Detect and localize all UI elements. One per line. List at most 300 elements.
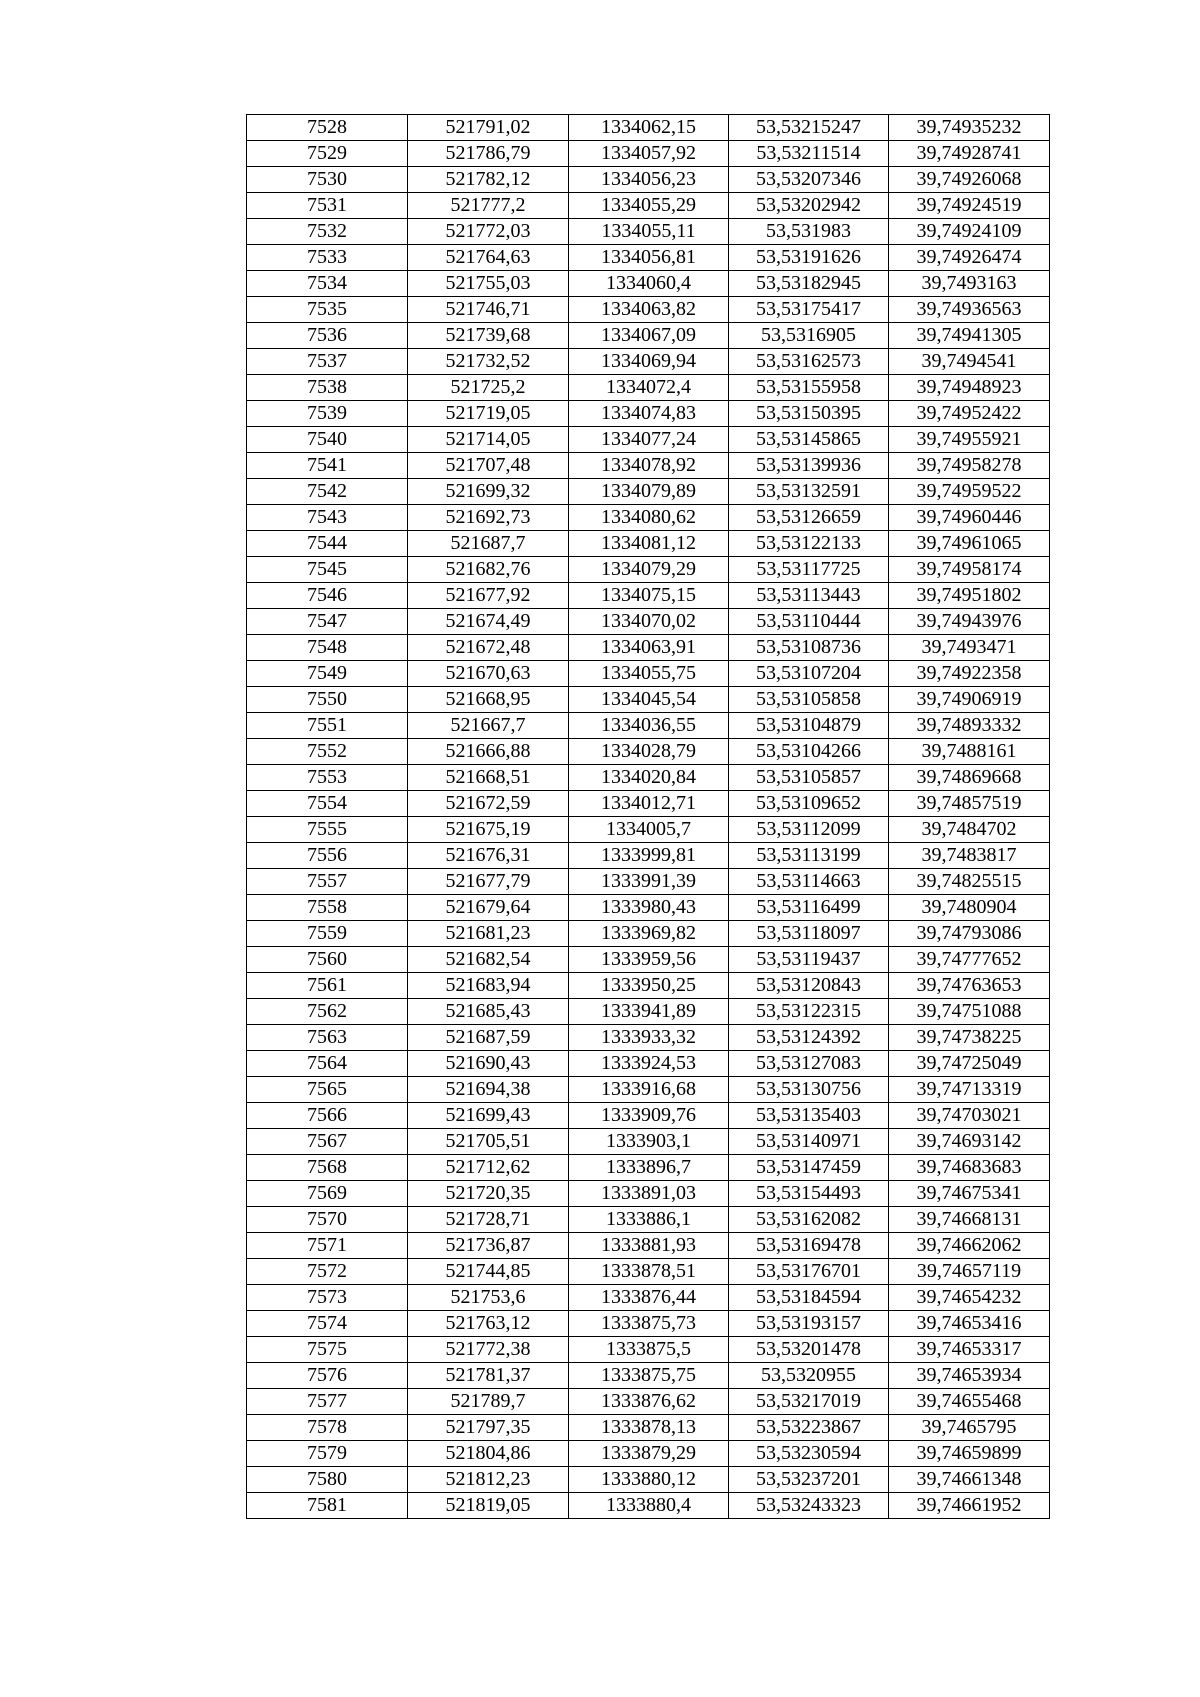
latitude-cell: 53,53127083 — [729, 1051, 889, 1077]
point-number-cell: 7549 — [247, 661, 408, 687]
table-row — [247, 1077, 1050, 1103]
y-coordinate-cell: 1334080,62 — [569, 505, 729, 531]
table-row — [247, 713, 1050, 739]
latitude-cell: 53,53237201 — [729, 1467, 889, 1493]
y-coordinate-cell: 1333876,62 — [569, 1389, 729, 1415]
latitude-cell: 53,53116499 — [729, 895, 889, 921]
point-number-cell: 7574 — [247, 1311, 408, 1337]
x-coordinate-cell: 521797,35 — [408, 1415, 569, 1441]
point-number-cell: 7556 — [247, 843, 408, 869]
x-coordinate-cell: 521668,51 — [408, 765, 569, 791]
point-number-cell: 7553 — [247, 765, 408, 791]
table-row — [247, 479, 1050, 505]
y-coordinate-cell: 1333881,93 — [569, 1233, 729, 1259]
y-coordinate-cell: 1334012,71 — [569, 791, 729, 817]
point-number-cell: 7577 — [247, 1389, 408, 1415]
table-row — [247, 1181, 1050, 1207]
point-number-cell: 7544 — [247, 531, 408, 557]
latitude-cell: 53,53211514 — [729, 141, 889, 167]
y-coordinate-cell: 1334081,12 — [569, 531, 729, 557]
latitude-cell: 53,53162082 — [729, 1207, 889, 1233]
y-coordinate-cell: 1333896,7 — [569, 1155, 729, 1181]
x-coordinate-cell: 521670,63 — [408, 661, 569, 687]
table-row — [247, 1025, 1050, 1051]
longitude-cell: 39,74657119 — [889, 1259, 1050, 1285]
point-number-cell: 7546 — [247, 583, 408, 609]
point-number-cell: 7581 — [247, 1493, 408, 1519]
y-coordinate-cell: 1334028,79 — [569, 739, 729, 765]
table-row — [247, 141, 1050, 167]
y-coordinate-cell: 1334045,54 — [569, 687, 729, 713]
point-number-cell: 7579 — [247, 1441, 408, 1467]
x-coordinate-cell: 521763,12 — [408, 1311, 569, 1337]
longitude-cell: 39,74955921 — [889, 427, 1050, 453]
latitude-cell: 53,53184594 — [729, 1285, 889, 1311]
latitude-cell: 53,53243323 — [729, 1493, 889, 1519]
y-coordinate-cell: 1333916,68 — [569, 1077, 729, 1103]
longitude-cell: 39,74653416 — [889, 1311, 1050, 1337]
table-row — [247, 1493, 1050, 1519]
point-number-cell: 7536 — [247, 323, 408, 349]
x-coordinate-cell: 521739,68 — [408, 323, 569, 349]
y-coordinate-cell: 1334070,02 — [569, 609, 729, 635]
x-coordinate-cell: 521672,59 — [408, 791, 569, 817]
latitude-cell: 53,53124392 — [729, 1025, 889, 1051]
point-number-cell: 7530 — [247, 167, 408, 193]
y-coordinate-cell: 1333878,51 — [569, 1259, 729, 1285]
coordinates-table-body — [247, 115, 1050, 1519]
longitude-cell: 39,74926474 — [889, 245, 1050, 271]
point-number-cell: 7569 — [247, 1181, 408, 1207]
table-row — [247, 999, 1050, 1025]
latitude-cell: 53,53147459 — [729, 1155, 889, 1181]
latitude-cell: 53,53223867 — [729, 1415, 889, 1441]
longitude-cell: 39,74693142 — [889, 1129, 1050, 1155]
x-coordinate-cell: 521753,6 — [408, 1285, 569, 1311]
table-row — [247, 765, 1050, 791]
y-coordinate-cell: 1334063,91 — [569, 635, 729, 661]
x-coordinate-cell: 521736,87 — [408, 1233, 569, 1259]
longitude-cell: 39,74941305 — [889, 323, 1050, 349]
point-number-cell: 7552 — [247, 739, 408, 765]
longitude-cell: 39,74906919 — [889, 687, 1050, 713]
latitude-cell: 53,53104879 — [729, 713, 889, 739]
x-coordinate-cell: 521672,48 — [408, 635, 569, 661]
longitude-cell: 39,74926068 — [889, 167, 1050, 193]
point-number-cell: 7540 — [247, 427, 408, 453]
longitude-cell: 39,74659899 — [889, 1441, 1050, 1467]
table-row — [247, 375, 1050, 401]
x-coordinate-cell: 521699,43 — [408, 1103, 569, 1129]
x-coordinate-cell: 521675,19 — [408, 817, 569, 843]
x-coordinate-cell: 521791,02 — [408, 115, 569, 141]
point-number-cell: 7543 — [247, 505, 408, 531]
point-number-cell: 7531 — [247, 193, 408, 219]
latitude-cell: 53,53132591 — [729, 479, 889, 505]
y-coordinate-cell: 1333991,39 — [569, 869, 729, 895]
longitude-cell: 39,74893332 — [889, 713, 1050, 739]
latitude-cell: 53,53113443 — [729, 583, 889, 609]
longitude-cell: 39,74825515 — [889, 869, 1050, 895]
y-coordinate-cell: 1334060,4 — [569, 271, 729, 297]
table-row — [247, 297, 1050, 323]
table-row — [247, 219, 1050, 245]
table-row — [247, 843, 1050, 869]
latitude-cell: 53,53108736 — [729, 635, 889, 661]
latitude-cell: 53,53117725 — [729, 557, 889, 583]
longitude-cell: 39,74958174 — [889, 557, 1050, 583]
point-number-cell: 7548 — [247, 635, 408, 661]
latitude-cell: 53,53201478 — [729, 1337, 889, 1363]
point-number-cell: 7563 — [247, 1025, 408, 1051]
x-coordinate-cell: 521804,86 — [408, 1441, 569, 1467]
x-coordinate-cell: 521685,43 — [408, 999, 569, 1025]
latitude-cell: 53,53105857 — [729, 765, 889, 791]
x-coordinate-cell: 521812,23 — [408, 1467, 569, 1493]
point-number-cell: 7532 — [247, 219, 408, 245]
longitude-cell: 39,74793086 — [889, 921, 1050, 947]
latitude-cell: 53,53162573 — [729, 349, 889, 375]
latitude-cell: 53,5316905 — [729, 323, 889, 349]
x-coordinate-cell: 521772,38 — [408, 1337, 569, 1363]
longitude-cell: 39,74924519 — [889, 193, 1050, 219]
point-number-cell: 7537 — [247, 349, 408, 375]
longitude-cell: 39,7488161 — [889, 739, 1050, 765]
longitude-cell: 39,74869668 — [889, 765, 1050, 791]
y-coordinate-cell: 1334079,89 — [569, 479, 729, 505]
y-coordinate-cell: 1333950,25 — [569, 973, 729, 999]
point-number-cell: 7539 — [247, 401, 408, 427]
y-coordinate-cell: 1334057,92 — [569, 141, 729, 167]
table-row — [247, 973, 1050, 999]
longitude-cell: 39,74655468 — [889, 1389, 1050, 1415]
x-coordinate-cell: 521690,43 — [408, 1051, 569, 1077]
point-number-cell: 7559 — [247, 921, 408, 947]
table-row — [247, 1155, 1050, 1181]
longitude-cell: 39,74713319 — [889, 1077, 1050, 1103]
latitude-cell: 53,53230594 — [729, 1441, 889, 1467]
latitude-cell: 53,531983 — [729, 219, 889, 245]
y-coordinate-cell: 1333909,76 — [569, 1103, 729, 1129]
x-coordinate-cell: 521782,12 — [408, 167, 569, 193]
latitude-cell: 53,53130756 — [729, 1077, 889, 1103]
longitude-cell: 39,74675341 — [889, 1181, 1050, 1207]
y-coordinate-cell: 1333924,53 — [569, 1051, 729, 1077]
x-coordinate-cell: 521699,32 — [408, 479, 569, 505]
y-coordinate-cell: 1334005,7 — [569, 817, 729, 843]
longitude-cell: 39,74936563 — [889, 297, 1050, 323]
point-number-cell: 7534 — [247, 271, 408, 297]
table-row — [247, 687, 1050, 713]
table-row — [247, 193, 1050, 219]
latitude-cell: 53,53113199 — [729, 843, 889, 869]
table-row — [247, 505, 1050, 531]
x-coordinate-cell: 521789,7 — [408, 1389, 569, 1415]
y-coordinate-cell: 1334055,11 — [569, 219, 729, 245]
latitude-cell: 53,53182945 — [729, 271, 889, 297]
table-row — [247, 1103, 1050, 1129]
point-number-cell: 7535 — [247, 297, 408, 323]
latitude-cell: 53,5320955 — [729, 1363, 889, 1389]
x-coordinate-cell: 521679,64 — [408, 895, 569, 921]
latitude-cell: 53,53126659 — [729, 505, 889, 531]
point-number-cell: 7562 — [247, 999, 408, 1025]
latitude-cell: 53,53107204 — [729, 661, 889, 687]
x-coordinate-cell: 521786,79 — [408, 141, 569, 167]
longitude-cell: 39,74653934 — [889, 1363, 1050, 1389]
y-coordinate-cell: 1334063,82 — [569, 297, 729, 323]
latitude-cell: 53,53110444 — [729, 609, 889, 635]
x-coordinate-cell: 521819,05 — [408, 1493, 569, 1519]
y-coordinate-cell: 1333999,81 — [569, 843, 729, 869]
x-coordinate-cell: 521728,71 — [408, 1207, 569, 1233]
x-coordinate-cell: 521719,05 — [408, 401, 569, 427]
latitude-cell: 53,53176701 — [729, 1259, 889, 1285]
table-row — [247, 895, 1050, 921]
table-row — [247, 921, 1050, 947]
latitude-cell: 53,53122315 — [729, 999, 889, 1025]
table-row — [247, 1207, 1050, 1233]
latitude-cell: 53,53145865 — [729, 427, 889, 453]
point-number-cell: 7551 — [247, 713, 408, 739]
longitude-cell: 39,74668131 — [889, 1207, 1050, 1233]
longitude-cell: 39,74654232 — [889, 1285, 1050, 1311]
point-number-cell: 7550 — [247, 687, 408, 713]
point-number-cell: 7542 — [247, 479, 408, 505]
x-coordinate-cell: 521720,35 — [408, 1181, 569, 1207]
longitude-cell: 39,74777652 — [889, 947, 1050, 973]
longitude-cell: 39,74961065 — [889, 531, 1050, 557]
latitude-cell: 53,53169478 — [729, 1233, 889, 1259]
table-row — [247, 1259, 1050, 1285]
table-row — [247, 1233, 1050, 1259]
point-number-cell: 7528 — [247, 115, 408, 141]
table-row — [247, 1415, 1050, 1441]
y-coordinate-cell: 1333969,82 — [569, 921, 729, 947]
longitude-cell: 39,74943976 — [889, 609, 1050, 635]
table-row — [247, 271, 1050, 297]
point-number-cell: 7572 — [247, 1259, 408, 1285]
point-number-cell: 7545 — [247, 557, 408, 583]
longitude-cell: 39,74738225 — [889, 1025, 1050, 1051]
latitude-cell: 53,53193157 — [729, 1311, 889, 1337]
table-row — [247, 323, 1050, 349]
table-row — [247, 1311, 1050, 1337]
x-coordinate-cell: 521746,71 — [408, 297, 569, 323]
table-row — [247, 869, 1050, 895]
x-coordinate-cell: 521725,2 — [408, 375, 569, 401]
longitude-cell: 39,74952422 — [889, 401, 1050, 427]
y-coordinate-cell: 1333878,13 — [569, 1415, 729, 1441]
y-coordinate-cell: 1334062,15 — [569, 115, 729, 141]
x-coordinate-cell: 521692,73 — [408, 505, 569, 531]
table-row — [247, 453, 1050, 479]
latitude-cell: 53,53202942 — [729, 193, 889, 219]
y-coordinate-cell: 1334078,92 — [569, 453, 729, 479]
table-row — [247, 557, 1050, 583]
longitude-cell: 39,74662062 — [889, 1233, 1050, 1259]
longitude-cell: 39,74661952 — [889, 1493, 1050, 1519]
point-number-cell: 7558 — [247, 895, 408, 921]
latitude-cell: 53,53109652 — [729, 791, 889, 817]
point-number-cell: 7561 — [247, 973, 408, 999]
longitude-cell: 39,74751088 — [889, 999, 1050, 1025]
y-coordinate-cell: 1334036,55 — [569, 713, 729, 739]
longitude-cell: 39,7480904 — [889, 895, 1050, 921]
table-row — [247, 739, 1050, 765]
longitude-cell: 39,74725049 — [889, 1051, 1050, 1077]
latitude-cell: 53,53191626 — [729, 245, 889, 271]
table-row — [247, 531, 1050, 557]
latitude-cell: 53,53119437 — [729, 947, 889, 973]
table-row — [247, 349, 1050, 375]
point-number-cell: 7554 — [247, 791, 408, 817]
table-row — [247, 791, 1050, 817]
longitude-cell: 39,74958278 — [889, 453, 1050, 479]
point-number-cell: 7566 — [247, 1103, 408, 1129]
table-row — [247, 947, 1050, 973]
point-number-cell: 7568 — [247, 1155, 408, 1181]
y-coordinate-cell: 1334056,81 — [569, 245, 729, 271]
x-coordinate-cell: 521777,2 — [408, 193, 569, 219]
latitude-cell: 53,53155958 — [729, 375, 889, 401]
longitude-cell: 39,74683683 — [889, 1155, 1050, 1181]
longitude-cell: 39,74703021 — [889, 1103, 1050, 1129]
latitude-cell: 53,53114663 — [729, 869, 889, 895]
longitude-cell: 39,7493163 — [889, 271, 1050, 297]
y-coordinate-cell: 1333875,75 — [569, 1363, 729, 1389]
y-coordinate-cell: 1334020,84 — [569, 765, 729, 791]
x-coordinate-cell: 521744,85 — [408, 1259, 569, 1285]
table-row — [247, 427, 1050, 453]
latitude-cell: 53,53140971 — [729, 1129, 889, 1155]
table-row — [247, 1441, 1050, 1467]
coordinates-table — [246, 114, 1050, 1519]
x-coordinate-cell: 521682,76 — [408, 557, 569, 583]
point-number-cell: 7547 — [247, 609, 408, 635]
latitude-cell: 53,53120843 — [729, 973, 889, 999]
y-coordinate-cell: 1333876,44 — [569, 1285, 729, 1311]
latitude-cell: 53,53135403 — [729, 1103, 889, 1129]
y-coordinate-cell: 1333980,43 — [569, 895, 729, 921]
table-row — [247, 661, 1050, 687]
point-number-cell: 7538 — [247, 375, 408, 401]
x-coordinate-cell: 521694,38 — [408, 1077, 569, 1103]
longitude-cell: 39,74959522 — [889, 479, 1050, 505]
y-coordinate-cell: 1333891,03 — [569, 1181, 729, 1207]
point-number-cell: 7570 — [247, 1207, 408, 1233]
longitude-cell: 39,74960446 — [889, 505, 1050, 531]
latitude-cell: 53,53139936 — [729, 453, 889, 479]
y-coordinate-cell: 1333959,56 — [569, 947, 729, 973]
x-coordinate-cell: 521677,79 — [408, 869, 569, 895]
table-row — [247, 583, 1050, 609]
y-coordinate-cell: 1334077,24 — [569, 427, 729, 453]
x-coordinate-cell: 521755,03 — [408, 271, 569, 297]
table-row — [247, 635, 1050, 661]
point-number-cell: 7555 — [247, 817, 408, 843]
latitude-cell: 53,53215247 — [729, 115, 889, 141]
table-row — [247, 245, 1050, 271]
x-coordinate-cell: 521687,59 — [408, 1025, 569, 1051]
y-coordinate-cell: 1333933,32 — [569, 1025, 729, 1051]
point-number-cell: 7580 — [247, 1467, 408, 1493]
x-coordinate-cell: 521772,03 — [408, 219, 569, 245]
x-coordinate-cell: 521677,92 — [408, 583, 569, 609]
longitude-cell: 39,7465795 — [889, 1415, 1050, 1441]
y-coordinate-cell: 1334079,29 — [569, 557, 729, 583]
latitude-cell: 53,53217019 — [729, 1389, 889, 1415]
latitude-cell: 53,53112099 — [729, 817, 889, 843]
x-coordinate-cell: 521705,51 — [408, 1129, 569, 1155]
table-row — [247, 1467, 1050, 1493]
x-coordinate-cell: 521712,62 — [408, 1155, 569, 1181]
longitude-cell: 39,74661348 — [889, 1467, 1050, 1493]
y-coordinate-cell: 1334069,94 — [569, 349, 729, 375]
y-coordinate-cell: 1333879,29 — [569, 1441, 729, 1467]
longitude-cell: 39,7484702 — [889, 817, 1050, 843]
longitude-cell: 39,74857519 — [889, 791, 1050, 817]
x-coordinate-cell: 521676,31 — [408, 843, 569, 869]
y-coordinate-cell: 1334055,29 — [569, 193, 729, 219]
y-coordinate-cell: 1333880,12 — [569, 1467, 729, 1493]
x-coordinate-cell: 521764,63 — [408, 245, 569, 271]
table-row — [247, 817, 1050, 843]
longitude-cell: 39,74935232 — [889, 115, 1050, 141]
point-number-cell: 7529 — [247, 141, 408, 167]
latitude-cell: 53,53150395 — [729, 401, 889, 427]
x-coordinate-cell: 521668,95 — [408, 687, 569, 713]
point-number-cell: 7576 — [247, 1363, 408, 1389]
table-row — [247, 1285, 1050, 1311]
table-row — [247, 1337, 1050, 1363]
y-coordinate-cell: 1334075,15 — [569, 583, 729, 609]
table-row — [247, 1389, 1050, 1415]
x-coordinate-cell: 521714,05 — [408, 427, 569, 453]
latitude-cell: 53,53154493 — [729, 1181, 889, 1207]
latitude-cell: 53,53118097 — [729, 921, 889, 947]
point-number-cell: 7573 — [247, 1285, 408, 1311]
latitude-cell: 53,53175417 — [729, 297, 889, 323]
latitude-cell: 53,53104266 — [729, 739, 889, 765]
point-number-cell: 7533 — [247, 245, 408, 271]
table-row — [247, 115, 1050, 141]
latitude-cell: 53,53105858 — [729, 687, 889, 713]
point-number-cell: 7557 — [247, 869, 408, 895]
y-coordinate-cell: 1333903,1 — [569, 1129, 729, 1155]
y-coordinate-cell: 1333875,5 — [569, 1337, 729, 1363]
point-number-cell: 7575 — [247, 1337, 408, 1363]
table-row — [247, 167, 1050, 193]
y-coordinate-cell: 1333880,4 — [569, 1493, 729, 1519]
longitude-cell: 39,7493471 — [889, 635, 1050, 661]
longitude-cell: 39,74948923 — [889, 375, 1050, 401]
x-coordinate-cell: 521681,23 — [408, 921, 569, 947]
longitude-cell: 39,74924109 — [889, 219, 1050, 245]
y-coordinate-cell: 1334056,23 — [569, 167, 729, 193]
x-coordinate-cell: 521666,88 — [408, 739, 569, 765]
y-coordinate-cell: 1333941,89 — [569, 999, 729, 1025]
longitude-cell: 39,74763653 — [889, 973, 1050, 999]
x-coordinate-cell: 521687,7 — [408, 531, 569, 557]
point-number-cell: 7578 — [247, 1415, 408, 1441]
point-number-cell: 7564 — [247, 1051, 408, 1077]
longitude-cell: 39,74922358 — [889, 661, 1050, 687]
x-coordinate-cell: 521707,48 — [408, 453, 569, 479]
y-coordinate-cell: 1334072,4 — [569, 375, 729, 401]
longitude-cell: 39,7483817 — [889, 843, 1050, 869]
longitude-cell: 39,74653317 — [889, 1337, 1050, 1363]
